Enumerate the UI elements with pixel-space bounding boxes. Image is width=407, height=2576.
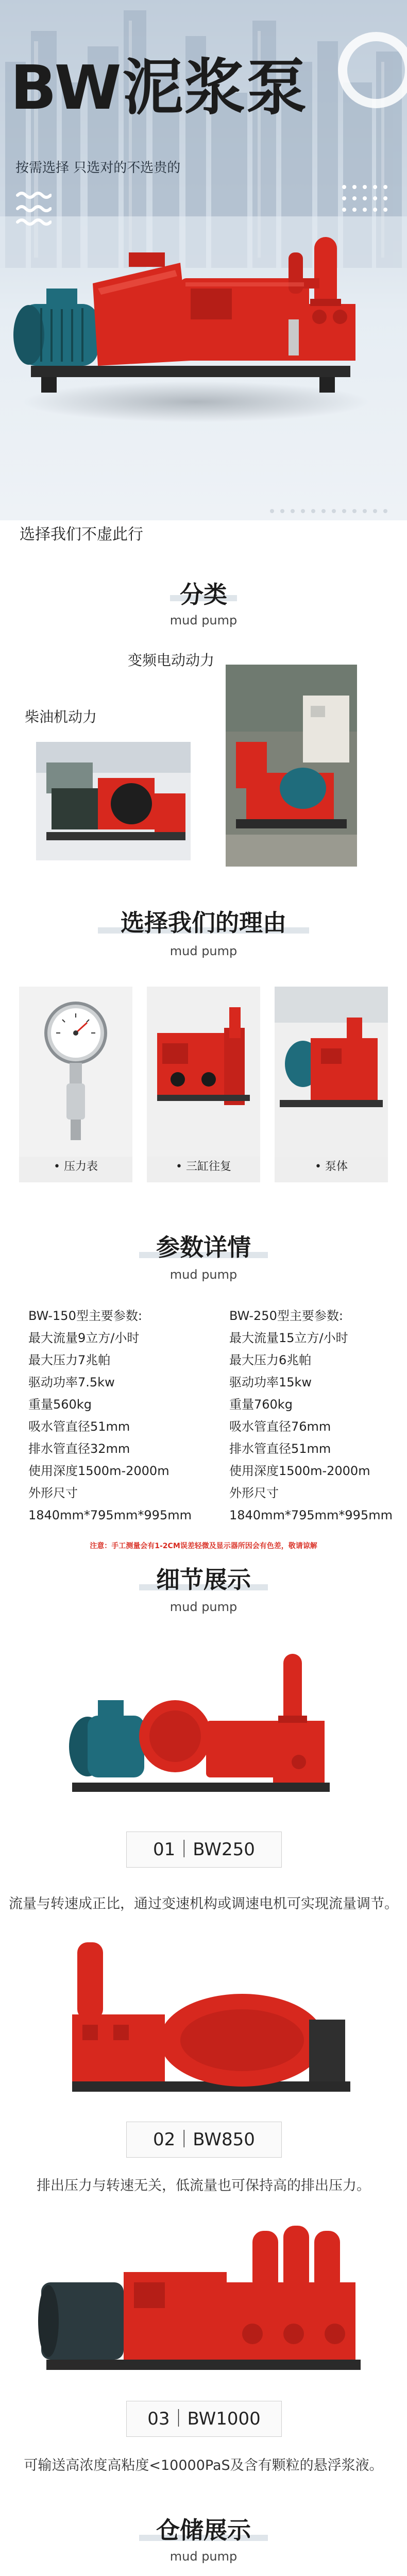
reasons-title: 选择我们的理由 (121, 909, 286, 937)
params-subtitle: mud pump (169, 1267, 238, 1282)
param-line: BW-250型主要参数: (229, 1309, 343, 1323)
details-subtitle: mud pump (169, 1600, 238, 1614)
page-title: BW泥浆泵 (10, 52, 308, 123)
param-line: 驱动功率15kw (229, 1375, 312, 1389)
param-line: 排水管直径51mm (229, 1442, 331, 1456)
reason-label-text: 泵体 (325, 1160, 348, 1173)
reason-label-text: 压力表 (63, 1160, 98, 1173)
hero-tagline: 选择我们不虚此行 (20, 526, 143, 544)
pressure-gauge-icon (19, 987, 132, 1157)
reason-label-pressure-gauge: • 压力表 (54, 1160, 98, 1173)
param-line: 使用深度1500m-2000m (28, 1464, 169, 1478)
param-line: 最大压力7兆帕 (28, 1353, 111, 1367)
params-bw150-column (28, 1305, 192, 1527)
diesel-pump-image (36, 742, 191, 860)
warehouse-subtitle: mud pump (169, 2549, 238, 2564)
category-title: 分类 (180, 581, 227, 608)
electric-pump-photo (226, 665, 357, 867)
reasons-subtitle: mud pump (169, 944, 238, 958)
detail-label-bw250: 01｜BW250 (126, 1832, 282, 1868)
param-line: 吸水管直径51mm (28, 1419, 130, 1434)
category-diesel-label: 柴油机动力 (25, 708, 97, 725)
mud-pump-hero-image (10, 216, 371, 402)
param-line: BW-150型主要参数: (28, 1309, 142, 1323)
electric-pump-image (226, 665, 357, 867)
param-line: 使用深度1500m-2000m (229, 1464, 370, 1478)
detail-desc-bw1000: 可输送高浓度高粘度<10000PaS及含有颗粒的悬浮浆液。 (24, 2458, 383, 2473)
param-line: 重量560kg (28, 1397, 92, 1412)
dots-row-icon (268, 507, 397, 515)
detail-desc-bw850: 排出压力与转速无关，低流量也可保持高的排出压力。 (37, 2178, 370, 2194)
measurement-note: 注意：手工测量会有1-2CM误差轻微及显示器所因会有色差，敬请谅解 (90, 1542, 317, 1550)
warehouse-title: 仓储展示 (156, 2516, 251, 2544)
detail-label-bw1000: 03｜BW1000 (126, 2401, 282, 2437)
reason-card-triplex (147, 987, 260, 1182)
detail-desc-bw250: 流量与转速成正比，通过变速机构或调速电机可实现流量调节。 (9, 1896, 398, 1912)
category-electric-label: 变频电动动力 (128, 652, 215, 669)
reason-label-triplex: • 三缸往复 (176, 1160, 231, 1173)
reason-label-text: 三缸往复 (185, 1160, 231, 1173)
param-line: 外形尺寸 (28, 1486, 78, 1500)
bw250-pump-image (57, 1643, 350, 1814)
param-line: 吸水管直径76mm (229, 1419, 331, 1434)
param-line: 最大流量15立方/小时 (229, 1331, 348, 1345)
hero-title-block (10, 52, 330, 123)
param-line: 1840mm*795mm*995mm (28, 1508, 192, 1522)
param-line: 驱动功率7.5kw (28, 1375, 115, 1389)
dots-decoration-icon (340, 183, 397, 214)
bw850-pump-image (62, 1942, 361, 2107)
details-title: 细节展示 (156, 1566, 251, 1594)
reason-card-pressure-gauge (19, 987, 132, 1182)
triplex-pump-icon (147, 987, 260, 1157)
param-line: 重量760kg (229, 1397, 293, 1412)
param-line: 1840mm*795mm*995mm (229, 1508, 393, 1522)
hero-banner (0, 0, 407, 520)
param-line: 最大压力6兆帕 (229, 1353, 312, 1367)
pump-body-icon (275, 987, 388, 1157)
params-bw250-column (229, 1305, 393, 1527)
bw1000-pump-image (36, 2210, 371, 2385)
param-line: 最大流量9立方/小时 (28, 1331, 140, 1345)
reason-label-pump-body: • 泵体 (315, 1160, 348, 1173)
param-line: 排水管直径32mm (28, 1442, 130, 1456)
hero-subtitle: 按需选择 只选对的不选贵的 (15, 160, 181, 176)
diesel-pump-photo (36, 742, 191, 860)
param-line: 外形尺寸 (229, 1486, 279, 1500)
category-subtitle: mud pump (169, 613, 238, 628)
params-title: 参数详情 (156, 1233, 251, 1261)
reason-card-pump-body (275, 987, 388, 1182)
detail-label-bw850: 02｜BW850 (126, 2122, 282, 2158)
